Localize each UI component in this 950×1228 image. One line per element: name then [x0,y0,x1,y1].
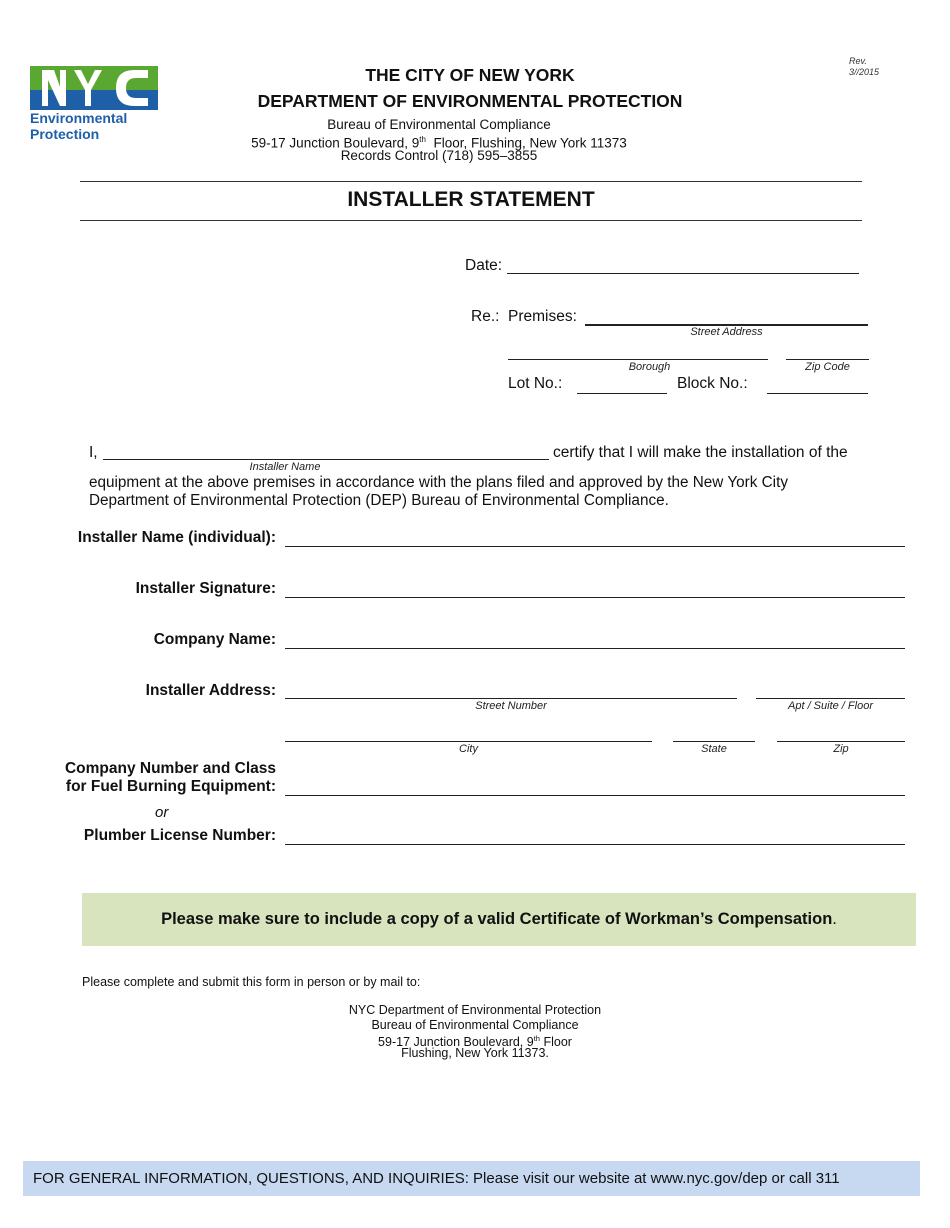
header-address-sup: th [419,135,426,144]
lot-label: Lot No.: [508,375,563,392]
date-label: Date: [465,257,503,274]
installer-signature-input[interactable] [285,597,905,598]
installer-name-input[interactable] [285,546,905,547]
header-city: THE CITY OF NEW YORK [365,65,575,85]
installer-name-inline-input[interactable] [103,459,549,460]
form-title: INSTALLER STATEMENT [347,188,595,211]
workmans-comp-notice [82,893,916,946]
borough-input[interactable] [508,359,768,360]
installer-signature-label: Installer Signature: [135,580,276,597]
installer-name-label: Installer Name (individual): [77,529,276,546]
certify-line3: Department of Environmental Protection (DEP) Bureau of Environmental Compliance. [89,492,669,509]
installer-name-caption: Installer Name [249,461,321,473]
logo-line2: Protection [30,126,100,142]
certify-line2: equipment at the above premises in accordance with the plans filed and approved by the New York City [89,474,788,491]
certify-suffix: certify that I will make the installation of the [553,444,848,461]
revision-date: 3//2015 [849,67,880,77]
block-label: Block No.: [677,375,748,392]
zip-code-caption: Zip Code [805,361,850,373]
street-number-input[interactable] [285,698,737,699]
mail-address-line2: Bureau of Environmental Compliance [371,1018,579,1032]
header-department: DEPARTMENT OF ENVIRONMENTAL PROTECTION [257,91,683,111]
zip-caption: Zip [833,743,849,755]
apt-suite-input[interactable] [756,698,905,699]
zip-code-input[interactable] [786,359,869,360]
company-name-input[interactable] [285,648,905,649]
installer-address-label: Installer Address: [145,682,276,699]
header-address-post: Floor, Flushing, New York 11373 [425,135,627,151]
state-caption: State [701,743,727,755]
zip-input[interactable] [777,741,905,742]
notice-period: . [832,910,837,928]
premises-label: Premises: [508,308,577,325]
footer-info-bar [23,1161,920,1196]
mail-address-line3-pre: 59-17 Junction Boulevard, 9 [378,1035,534,1050]
header-address-pre: 59-17 Junction Boulevard, 9 [251,135,420,151]
street-address-caption: Street Address [690,326,763,338]
certify-prefix: I, [89,444,98,461]
or-text: or [155,804,169,821]
mail-address-line3-sup: th [533,1034,540,1043]
city-caption: City [459,743,478,755]
title-rule-top [80,181,862,182]
title-rule-bottom [80,220,862,221]
street-number-caption: Street Number [475,700,547,712]
header-bureau: Bureau of Environmental Compliance [327,117,551,132]
lot-input[interactable] [577,393,667,394]
footer-text: FOR GENERAL INFORMATION, QUESTIONS, AND INQUIRIES: Please visit our website at www.nyc.gov/dep or call 311 [33,1170,840,1187]
company-number-input[interactable] [285,795,905,796]
city-input[interactable] [285,741,652,742]
logo-mark-text: NYC [94,66,97,67]
revision-label: Rev. [849,56,867,66]
company-number-label-line2: for Fuel Burning Equipment: [65,778,276,795]
logo-line1: Environmental [30,110,128,126]
plumber-license-input[interactable] [285,844,905,845]
state-input[interactable] [673,741,755,742]
block-input[interactable] [767,393,868,394]
borough-caption: Borough [628,361,671,373]
company-number-label-line1: Company Number and Class [64,760,276,777]
mail-address-line4: Flushing, New York 11373. [401,1046,549,1060]
date-input[interactable] [507,273,859,274]
apt-suite-caption: Apt / Suite / Floor [788,700,873,712]
header-records: Records Control (718) 595–3855 [340,148,538,163]
notice-text: Please make sure to include a copy of a valid Certificate of Workman’s Compensation [161,910,833,928]
re-label: Re.: [471,308,500,325]
mail-address-line3-post: Floor [539,1035,572,1050]
mail-address-line1: NYC Department of Environmental Protection [348,1003,602,1017]
plumber-license-label: Plumber License Number: [83,827,276,844]
submit-instruction: Please complete and submit this form in person or by mail to: [82,975,421,989]
company-name-label: Company Name: [153,631,276,648]
